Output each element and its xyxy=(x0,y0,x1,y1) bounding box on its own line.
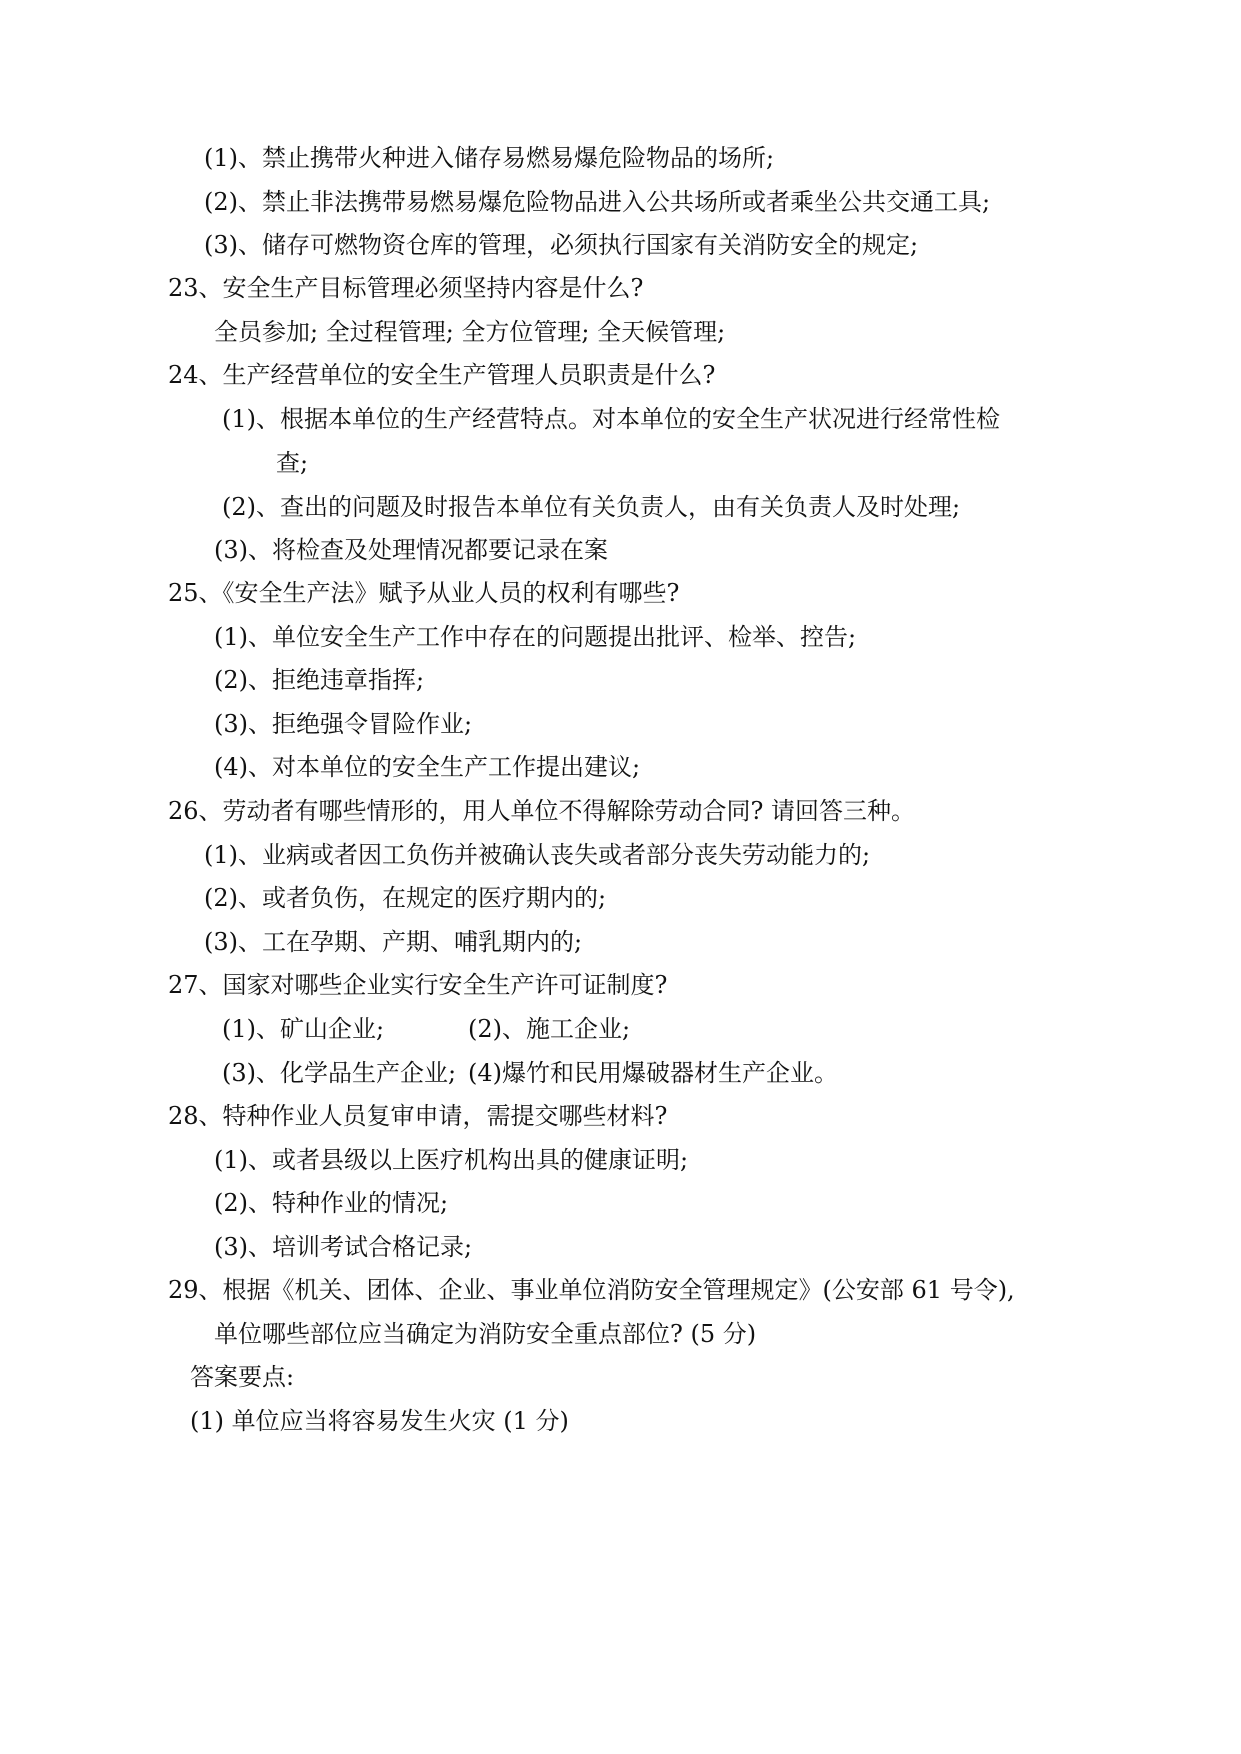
q24-question: 24、生产经营单位的安全生产管理人员职责是什么? xyxy=(168,361,716,389)
q26-item-2: (2)、或者负伤，在规定的医疗期内的; xyxy=(204,884,607,912)
q28-item-3: (3)、培训考试合格记录; xyxy=(214,1233,473,1261)
q27-item-4: (4)爆竹和民用爆破器材生产企业。 xyxy=(468,1059,838,1087)
q26-item-3: (3)、工在孕期、产期、哺乳期内的; xyxy=(204,928,583,956)
q27-question: 27、国家对哪些企业实行安全生产许可证制度? xyxy=(168,971,668,999)
q25-item-2: (2)、拒绝违章指挥; xyxy=(214,666,425,694)
q27-item-2: (2)、施工企业; xyxy=(468,1015,631,1043)
q25-question: 25、《安全生产法》赋予从业人员的权利有哪些? xyxy=(168,579,680,607)
q26-item-1: (1)、业病或者因工负伤并被确认丧失或者部分丧失劳动能力的; xyxy=(204,841,871,869)
q24-item-1: (1)、根据本单位的生产经营特点。对本单位的安全生产状况进行经常性检 xyxy=(222,405,1000,433)
q29-answer-heading: 答案要点: xyxy=(190,1363,295,1391)
q28-item-2: (2)、特种作业的情况; xyxy=(214,1189,449,1217)
q25-item-1: (1)、单位安全生产工作中存在的问题提出批评、检举、控告; xyxy=(214,623,857,651)
q29-answer-item-1: (1) 单位应当将容易发生火灾 (1 分) xyxy=(190,1407,569,1435)
q27-item-3: (3)、化学品生产企业; xyxy=(222,1059,457,1087)
q24-item-1-continued: 查; xyxy=(276,449,309,477)
q24-item-2: (2)、查出的问题及时报告本单位有关负责人，由有关负责人及时处理; xyxy=(222,493,961,521)
q28-question: 28、特种作业人员复审申请，需提交哪些材料? xyxy=(168,1102,668,1130)
q28-item-1: (1)、或者县级以上医疗机构出具的健康证明; xyxy=(214,1146,689,1174)
q29-question-line-1: 29、根据《机关、团体、企业、事业单位消防安全管理规定》(公安部 61 号令), xyxy=(168,1276,1015,1304)
q26-question: 26、劳动者有哪些情形的，用人单位不得解除劳动合同? 请回答三种。 xyxy=(168,797,916,825)
q25-item-4: (4)、对本单位的安全生产工作提出建议; xyxy=(214,753,641,781)
q22-item-3: (3)、储存可燃物资仓库的管理，必须执行国家有关消防安全的规定; xyxy=(204,231,919,259)
q23-answer: 全员参加; 全过程管理; 全方位管理; 全天候管理; xyxy=(214,318,726,346)
q29-question-line-2: 单位哪些部位应当确定为消防安全重点部位? (5 分) xyxy=(214,1320,757,1348)
q23-question: 23、安全生产目标管理必须坚持内容是什么? xyxy=(168,274,644,302)
q24-item-3: (3)、将检查及处理情况都要记录在案 xyxy=(214,536,608,564)
q27-item-1: (1)、矿山企业; xyxy=(222,1015,385,1043)
q22-item-1: (1)、禁止携带火种进入储存易燃易爆危险物品的场所; xyxy=(204,144,775,172)
q22-item-2: (2)、禁止非法携带易燃易爆危险物品进入公共场所或者乘坐公共交通工具; xyxy=(204,188,991,216)
q25-item-3: (3)、拒绝强令冒险作业; xyxy=(214,710,473,738)
